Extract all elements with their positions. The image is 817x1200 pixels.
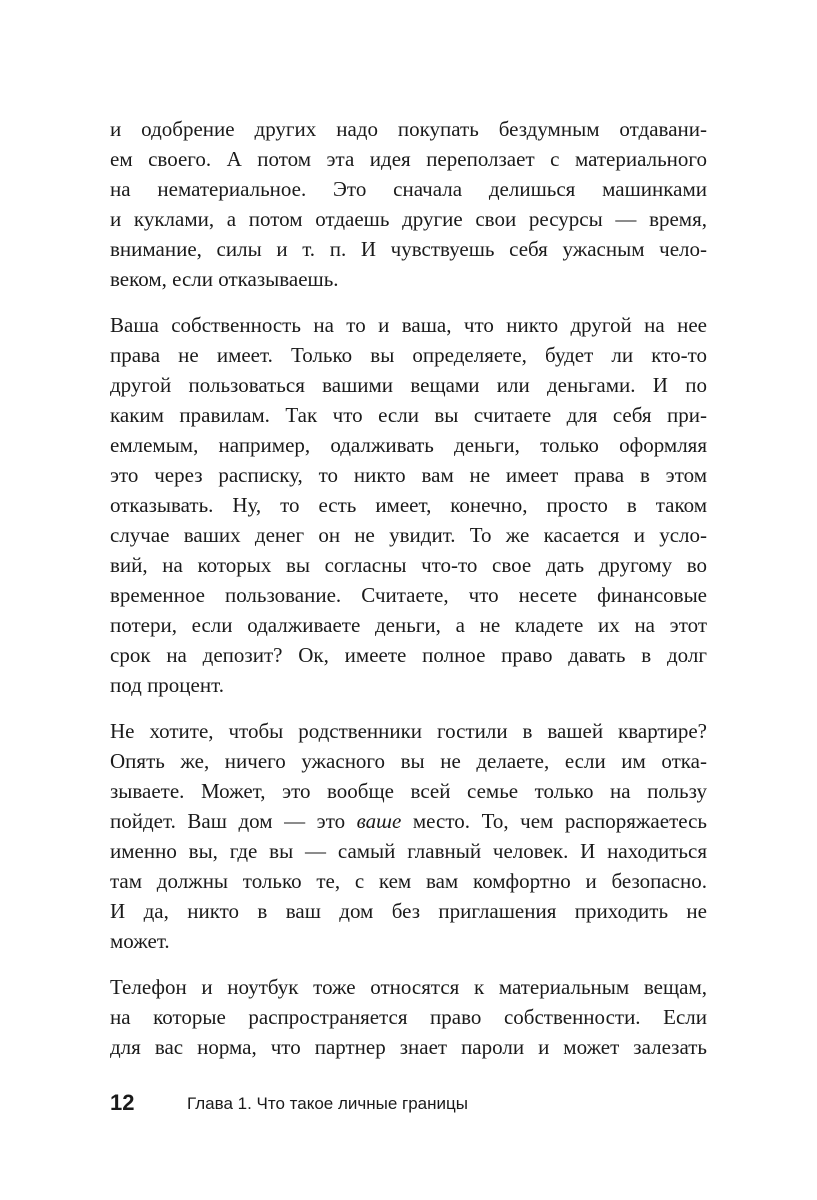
text-line: срок на депозит? Ок, имеете полное право давать в долг bbox=[110, 643, 707, 667]
text-line: каким правилам. Так что если вы считаете для себя при- bbox=[110, 403, 707, 427]
text-line bbox=[110, 806, 707, 836]
page-number: 12 bbox=[110, 1090, 135, 1115]
text-line: может. bbox=[110, 929, 170, 953]
text-line: под процент. bbox=[110, 673, 224, 697]
paragraph-4 bbox=[110, 972, 707, 1062]
text-line: на нематериальное. Это сначала делишься машинками bbox=[110, 177, 707, 201]
text-line: отказывать. Ну, то есть имеет, конечно, просто в таком bbox=[110, 493, 707, 517]
text-line: на которые распространяется право собственности. Если bbox=[110, 1005, 707, 1029]
text-line: для вас норма, что партнер знает пароли и может залезать bbox=[110, 1035, 707, 1059]
text-line: и одобрение других надо покупать бездумным отдавани- bbox=[110, 117, 707, 141]
text-line: вий, на которых вы согласны что-то свое дать другому во bbox=[110, 553, 707, 577]
text-run: пойдет. Ваш дом — это bbox=[110, 809, 357, 833]
text-line: Ваша собственность на то и ваша, что никто другой на нее bbox=[110, 313, 707, 337]
running-head: Глава 1. Что такое личные границы bbox=[187, 1094, 468, 1113]
text-line: Не хотите, чтобы родственники гостили в вашей квартире? bbox=[110, 719, 707, 743]
text-line: Опять же, ничего ужасного вы не делаете, если им отка- bbox=[110, 749, 707, 773]
text-line: права не имеет. Только вы определяете, будет ли кто-то bbox=[110, 343, 707, 367]
text-line: Телефон и ноутбук тоже относятся к материальным вещам, bbox=[110, 975, 707, 999]
emphasized-word: ваше bbox=[356, 809, 402, 833]
text-line: потери, если одалживаете деньги, а не кладете их на этот bbox=[110, 613, 707, 637]
text-line: ем своего. А потом эта идея переползает с материального bbox=[110, 147, 707, 171]
paragraph-3 bbox=[110, 716, 707, 956]
text-line: другой пользоваться вашими вещами или деньгами. И по bbox=[110, 373, 707, 397]
text-line: там должны только те, с кем вам комфортно и безопасно. bbox=[110, 869, 707, 893]
text-line: и куклами, а потом отдаешь другие свои ресурсы — время, bbox=[110, 207, 707, 231]
text-run: место. То, чем распоряжаетесь bbox=[401, 809, 707, 833]
text-line: это через расписку, то никто вам не имеет права в этом bbox=[110, 463, 707, 487]
text-line: внимание, силы и т. п. И чувствуешь себя ужасным чело- bbox=[110, 237, 707, 261]
text-line: веком, если отказываешь. bbox=[110, 267, 339, 291]
paragraph-2 bbox=[110, 310, 707, 700]
text-line: случае ваших денег он не увидит. То же касается и усло- bbox=[110, 523, 707, 547]
text-line: именно вы, где вы — самый главный человек. И находиться bbox=[110, 839, 707, 863]
text-line: емлемым, например, одалживать деньги, только оформляя bbox=[110, 433, 707, 457]
text-line: И да, никто в ваш дом без приглашения приходить не bbox=[110, 899, 707, 923]
text-line: зываете. Может, это вообще всей семье только на пользу bbox=[110, 779, 707, 803]
text-line: временное пользование. Считаете, что несете финансовые bbox=[110, 583, 707, 607]
paragraph-1 bbox=[110, 114, 707, 294]
